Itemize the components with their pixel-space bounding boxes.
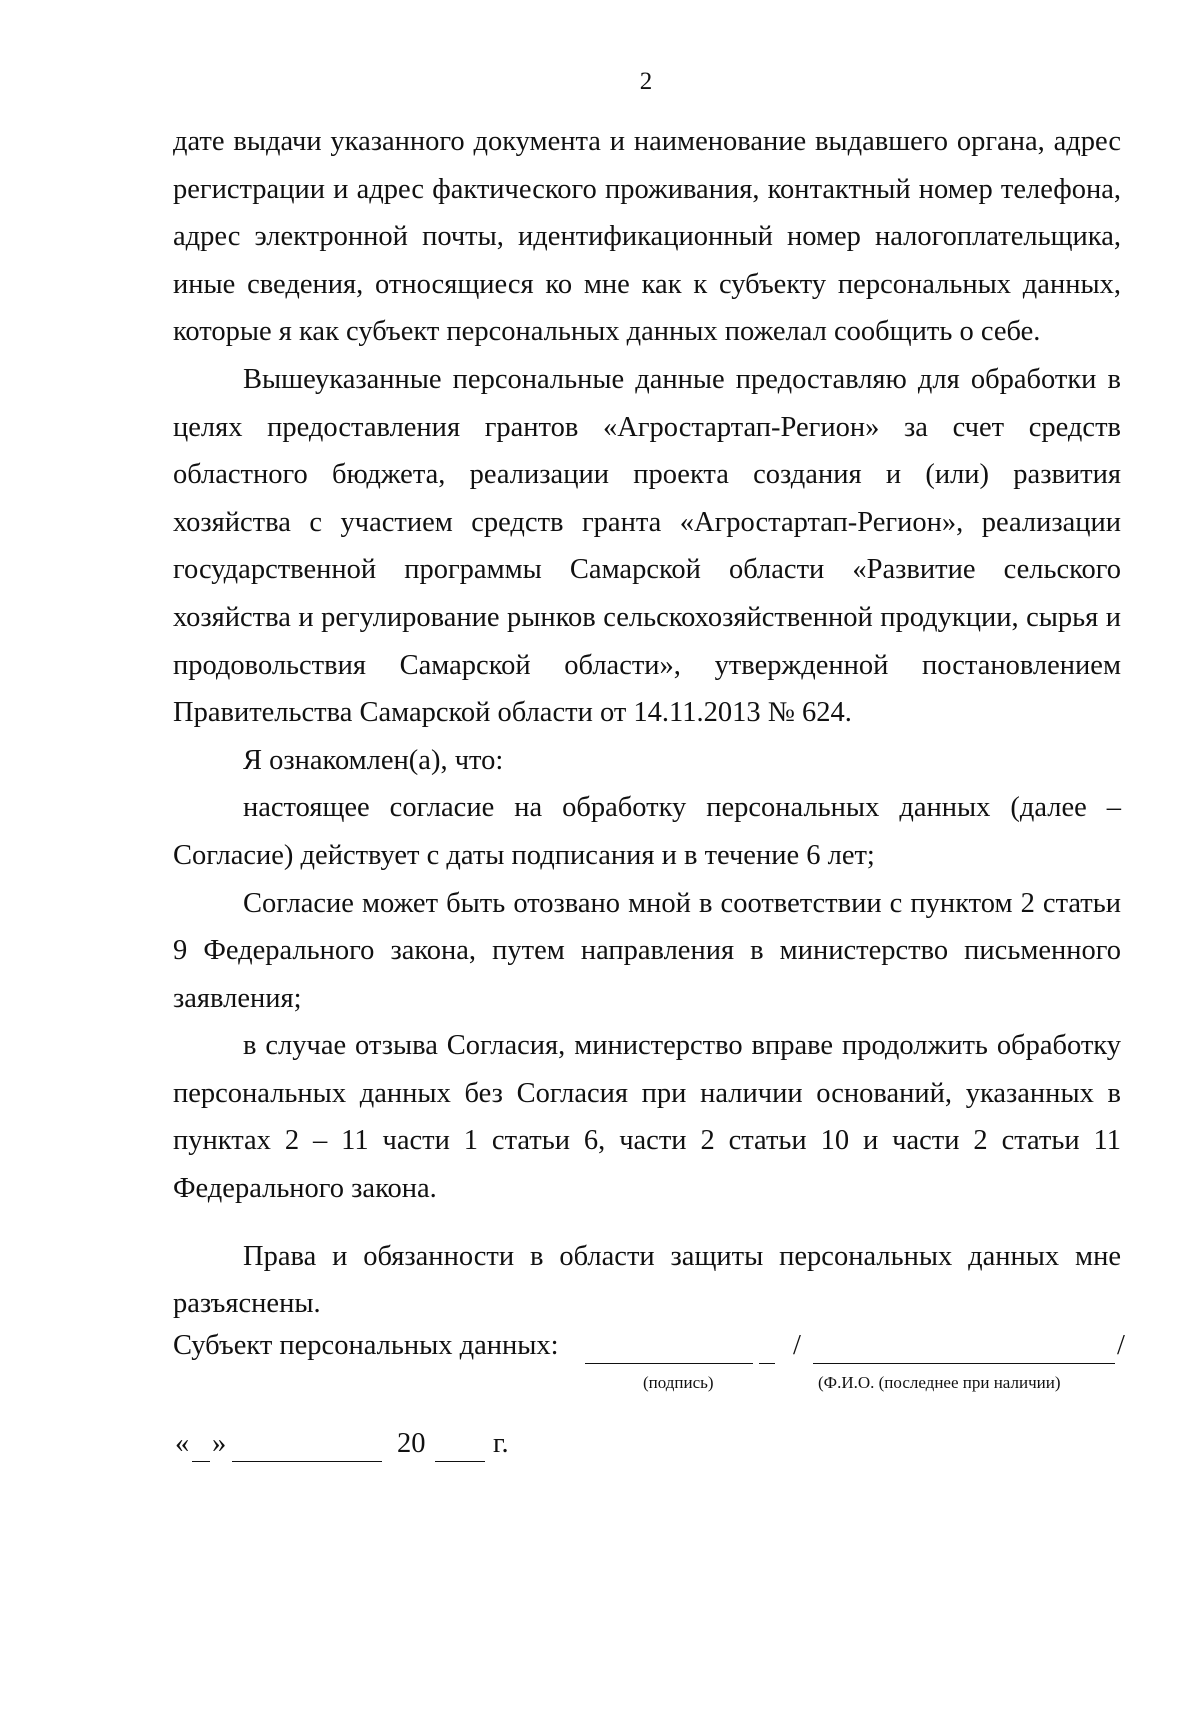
paragraph-personal-data-list: дате выдачи указанного документа и наименование выдавшего органа, адрес регистрации и адрес фактического проживания, контактный номер телефона, адрес электронной почты, идентификационный номер налогоплательщика, иные сведения, относящиеся ко мне как к субъекту персональных данных, которые я как субъект персональных данных пожелал сообщить о себе.	[173, 126, 1121, 348]
date-year-suffix: г.	[493, 1428, 509, 1459]
date-month-line	[232, 1461, 382, 1462]
date-close-quote: »	[212, 1428, 227, 1459]
signature-block	[173, 1330, 1133, 1390]
date-year-line	[435, 1461, 485, 1462]
full-name-caption: (Ф.И.О. (последнее при наличии)	[818, 1373, 1061, 1392]
date-open-quote: «	[175, 1428, 190, 1459]
signature-caption: (подпись)	[643, 1373, 714, 1392]
signature-line-tail	[759, 1363, 775, 1364]
signature-line	[585, 1363, 753, 1364]
paragraph-processing-purpose: Вышеуказанные персональные данные предоставляю для обработки в целях предоставления грантов «Агростартап-Регион» за счет средств областного бюджета, реализации проекта создания и (или) развития хозяйства с участием средств гранта «Агростартап-Регион», реализации государственной программы Самарской области «Развитие сельского хозяйства и регулирование рынков сельскохозяйственной продукции, сырья и продовольствия Самарской области», утвержденной постановлением Правительства Самарской области от 14.11.2013 № 624.	[173, 363, 1121, 729]
document-body	[173, 118, 1121, 1328]
date-day-line	[192, 1461, 210, 1462]
paragraph-revocation-consequences: в случае отзыва Согласия, министерство вправе продолжить обработку персональных данных без Согласия при наличии оснований, указанных в пунктах 2 – 11 части 1 статьи 6, части 2 статьи 10 и части 2 статьи 11 Федерального закона.	[173, 1030, 1121, 1205]
paragraph-acknowledged: Я ознакомлен(а), что:	[243, 744, 504, 776]
full-name-closing-slash: /	[1117, 1330, 1125, 1361]
signature-label: Субъект персональных данных:	[173, 1330, 559, 1361]
paragraph-consent-revocation: Согласие может быть отозвано мной в соответствии с пунктом 2 статьи 9 Федерального закона, путем направления в министерство письменного заявления;	[173, 887, 1121, 1014]
signature-separator-slash: /	[793, 1330, 801, 1361]
full-name-line	[813, 1363, 1115, 1364]
date-year-prefix: 20	[397, 1428, 426, 1459]
paragraph-rights-explained: Права и обязанности в области защиты персональных данных мне разъяснены.	[173, 1240, 1121, 1320]
paragraph-consent-validity: настоящее согласие на обработку персональных данных (далее – Согласие) действует с даты подписания и в течение 6 лет;	[173, 792, 1121, 871]
page-number: 2	[639, 68, 653, 95]
